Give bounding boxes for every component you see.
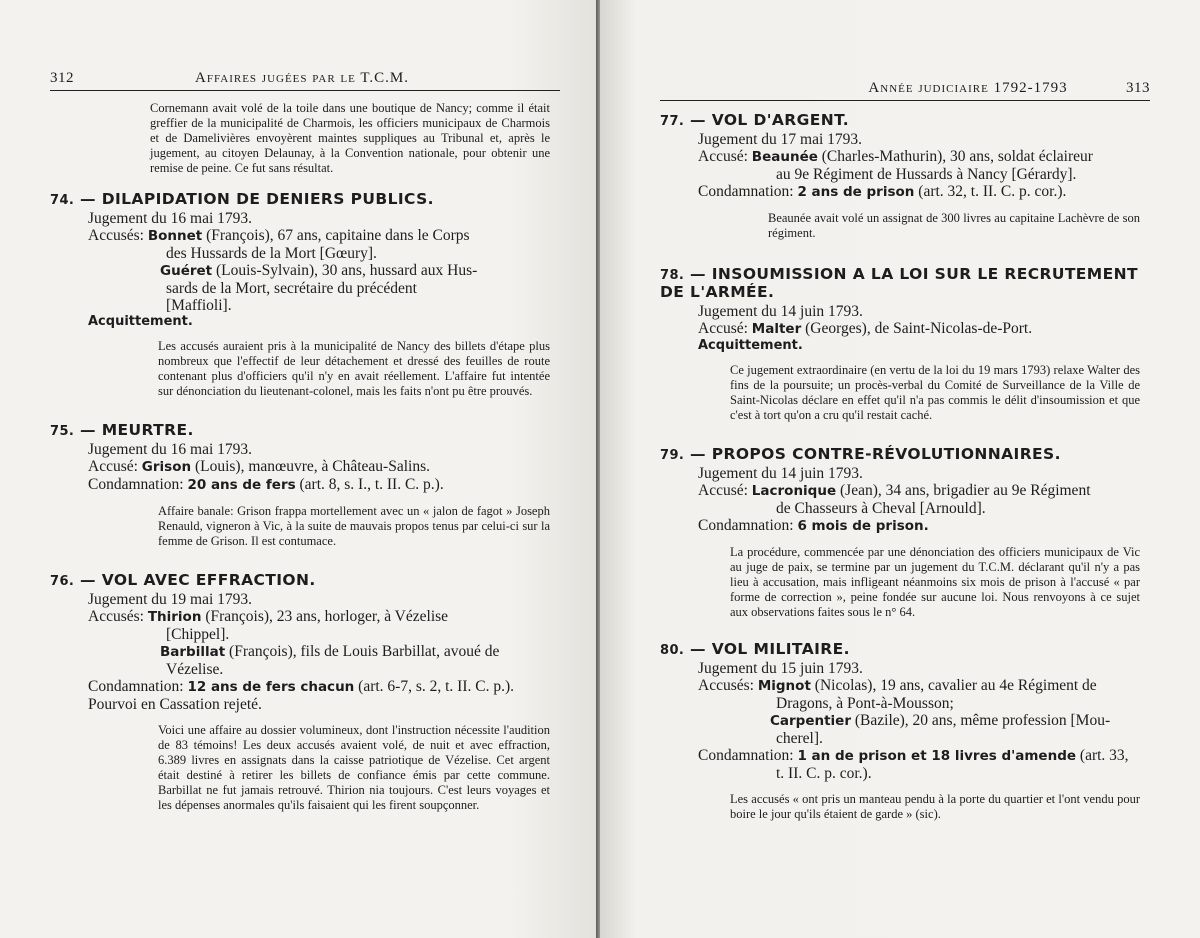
- accused-details: (Charles-Mathurin), 30 ans, soldat éclaireur: [821, 148, 1093, 165]
- accused-label: Accusé:: [698, 148, 748, 165]
- left-header-rule: [50, 90, 560, 91]
- right-page: [600, 0, 1200, 938]
- entry-note: Beaunée avait volé un assignat de 300 livres au capitaine Lachèvre de son régiment.: [768, 211, 1140, 240]
- entry-75: [50, 421, 560, 549]
- accused-label: Accusé:: [698, 320, 748, 337]
- accused-details: (Georges), de Saint-Nicolas-de-Port.: [805, 320, 1033, 337]
- condemnation-label: Condamnation:: [88, 678, 184, 695]
- accused-name: Mignot: [757, 678, 811, 694]
- accused-name: Grison: [141, 459, 192, 475]
- judgment-date: Jugement du 15 juin 1793.: [698, 660, 863, 677]
- accused-details-cont: cherel].: [776, 730, 823, 747]
- sentence-ref-cont: t. II. C. p. cor.).: [776, 765, 872, 782]
- accused-name: Beaunée: [751, 149, 818, 165]
- left-running-title: Affaires jugées par le T.C.M.: [195, 70, 409, 86]
- sentence: 6 mois de prison.: [797, 518, 929, 534]
- condemnation-label: Condamnation:: [88, 476, 184, 493]
- accused-details-cont: sards de la Mort, secrétaire du précédent: [166, 280, 417, 297]
- accused-details: (François), 67 ans, capitaine dans le Corps: [206, 227, 470, 244]
- entry-77: [660, 111, 1150, 241]
- right-running-title: Année judiciaire 1792-1793: [868, 80, 1068, 96]
- sentence-ref: (art. 32, t. II. C. p. cor.).: [918, 183, 1067, 200]
- accused-label: Accusé:: [88, 458, 138, 475]
- entry-title: — VOL D'ARGENT.: [690, 111, 850, 129]
- judgment-date: Jugement du 14 juin 1793.: [698, 465, 863, 482]
- entry-title: — MEURTRE.: [80, 421, 194, 439]
- entry-number: 75.: [50, 424, 75, 439]
- condemnation-label: Condamnation:: [698, 517, 794, 534]
- sentence: 20 ans de fers: [187, 477, 296, 493]
- entry-note: Voici une affaire au dossier volumineux, dont l'instruction nécessite l'audition de 83 témoins! Les deux accusés avaient volé, de nuit et avec effraction, 6.389 livres en assignats dans la caisse patriotique de Vézelise. Cet argent était destiné à retirer les billets de confiance émis par cette commune. Barbillat ne fut jamais retrouvé. Thirion nia toujours. C'est leurs voyages et les dépenses anormales qu'ils faisaient qui les firent soupçonner.: [158, 723, 550, 812]
- judgment-date: Jugement du 17 mai 1793.: [698, 131, 863, 148]
- entry-title: — VOL AVEC EFFRACTION.: [80, 571, 316, 589]
- accused-details-cont: de Chasseurs à Cheval [Arnould].: [776, 500, 986, 517]
- condemnation-label: Condamnation:: [698, 747, 794, 764]
- entry-78: [660, 265, 1150, 423]
- accused-details-cont: [Maffioli].: [166, 297, 232, 314]
- accused-label: Accusés:: [698, 677, 754, 694]
- entry-note: Les accusés auraient pris à la municipalité de Nancy des billets d'étape plus nombreux que l'effectif de leur détachement et dressé des feuilles de route contenant plus d'officiers qu'il n'y en avait réellement. L'affaire fut intentée sur dénonciation du lieutenant-colonel, mais les faits n'ont pu être prouvés.: [158, 339, 550, 398]
- accused-name: Lacronique: [751, 483, 837, 499]
- entry-number: 76.: [50, 574, 75, 589]
- accused-name: Guéret: [160, 263, 213, 279]
- accused-details: (Nicolas), 19 ans, cavalier au 4e Régiment de: [814, 677, 1097, 694]
- sentence: 1 an de prison et 18 livres d'amende: [797, 748, 1077, 764]
- accused-details-cont: [Chippel].: [166, 626, 230, 643]
- judgment-date: Jugement du 16 mai 1793.: [88, 441, 253, 458]
- accused-name: Carpentier: [770, 713, 851, 729]
- accused-details-cont: des Hussards de la Mort [Gœury].: [166, 245, 377, 262]
- judgment-date: Jugement du 14 juin 1793.: [698, 303, 863, 320]
- entry-title: — INSOUMISSION A LA LOI SUR LE RECRUTEMENT DE L'ARMÉE.: [660, 265, 1138, 301]
- appeal: Pourvoi en Cassation rejeté.: [88, 696, 262, 713]
- accused-label: Accusés:: [88, 608, 144, 625]
- accused-details: (Louis), manœuvre, à Château-Salins.: [194, 458, 430, 475]
- intro-note: Cornemann avait volé de la toile dans une boutique de Nancy; comme il était greffier de la municipalité de Charmois, les officiers municipaux de Charmois et de Damelivières envoyèrent maintes suppliques au Tribunal et, après le jugement, au citoyen Delaunay, à la Convention nationale, pour obtenir une remise de peine. Ce fut sans résultat.: [150, 101, 550, 175]
- accused-name: Bonnet: [147, 228, 203, 244]
- entry-title: — PROPOS CONTRE-RÉVOLUTIONNAIRES.: [690, 445, 1061, 463]
- accused-name: Barbillat: [160, 644, 226, 660]
- entry-number: 77.: [660, 114, 685, 129]
- entry-number: 80.: [660, 643, 685, 658]
- judgment-date: Jugement du 16 mai 1793.: [88, 210, 253, 227]
- entry-80: [660, 640, 1150, 822]
- accused-details-cont: Dragons, à Pont-à-Mousson;: [776, 695, 954, 712]
- judgment-date: Jugement du 19 mai 1793.: [88, 591, 253, 608]
- entry-note: La procédure, commencée par une dénonciation des officiers municipaux de Vic au juge de paix, se termine par un jugement du T.C.M. déclarant qu'il n'y a pas lieu à accusation, mais infligeant néanmoins six mois de prison à l'accusé « par forme de correction », peine fondée sur aucune loi. Nous renvoyons à ce sujet aux observations faites sous le n° 64.: [730, 545, 1140, 619]
- entry-note: Ce jugement extraordinaire (en vertu de la loi du 19 mars 1793) relaxe Walter des fins de la poursuite; un procès-verbal du Comité de Surveillance de la Ville de Saint-Nicolas déclare en effet qu'il n'a pas commis le délit d'insoumission et que c'est à tort qu'on a cru qu'il restait caché.: [730, 363, 1140, 422]
- sentence-ref: (art. 33,: [1079, 747, 1129, 764]
- entry-title: — VOL MILITAIRE.: [690, 640, 850, 658]
- entry-79: [660, 445, 1150, 620]
- accused-name: Thirion: [147, 609, 202, 625]
- accused-details: (Jean), 34 ans, brigadier au 9e Régiment: [840, 482, 1091, 499]
- entry-number: 74.: [50, 193, 75, 208]
- sentence-ref: (art. 6-7, s. 2, t. II. C. p.).: [358, 678, 515, 695]
- entry-76: [50, 571, 560, 813]
- sentence: 2 ans de prison: [797, 184, 915, 200]
- entry-note: Les accusés « ont pris un manteau pendu à la porte du quartier et l'ont vendu pour boire le jour qu'ils étaient de garde » (sic).: [730, 792, 1140, 821]
- right-running-head: [660, 80, 1150, 97]
- entry-number: 79.: [660, 448, 685, 463]
- accused-name: Malter: [751, 321, 802, 337]
- right-page-number: 313: [1126, 80, 1150, 96]
- accused-details: (Bazile), 20 ans, même profession [Mou-: [854, 712, 1111, 729]
- verdict: Acquittement.: [698, 338, 803, 353]
- left-running-head: [50, 70, 560, 87]
- left-page-number: 312: [50, 70, 74, 86]
- sentence-ref: (art. 8, s. I., t. II. C. p.).: [299, 476, 444, 493]
- verdict: Acquittement.: [88, 314, 193, 329]
- entry-note: Affaire banale: Grison frappa mortellement avec un « jalon de fagot » Joseph Renauld, vigneron à Vic, à la suite de mauvais propos tenus par celui-ci sur la femme de Grison. Il est contumace.: [158, 504, 550, 548]
- accused-details: (François), 23 ans, horloger, à Vézelise: [205, 608, 449, 625]
- accused-details: (Louis-Sylvain), 30 ans, hussard aux Hus-: [216, 262, 478, 279]
- accused-label: Accusés:: [88, 227, 144, 244]
- accused-details-cont: au 9e Régiment de Hussards à Nancy [Gérardy].: [776, 166, 1077, 183]
- condemnation-label: Condamnation:: [698, 183, 794, 200]
- right-header-rule: [660, 100, 1150, 101]
- accused-details: (François), fils de Louis Barbillat, avoué de: [229, 643, 500, 660]
- entry-74: [50, 190, 560, 399]
- entry-number: 78.: [660, 268, 685, 283]
- accused-label: Accusé:: [698, 482, 748, 499]
- entry-title: — DILAPIDATION DE DENIERS PUBLICS.: [80, 190, 434, 208]
- sentence: 12 ans de fers chacun: [187, 679, 355, 695]
- accused-details-cont: Vézelise.: [166, 661, 224, 678]
